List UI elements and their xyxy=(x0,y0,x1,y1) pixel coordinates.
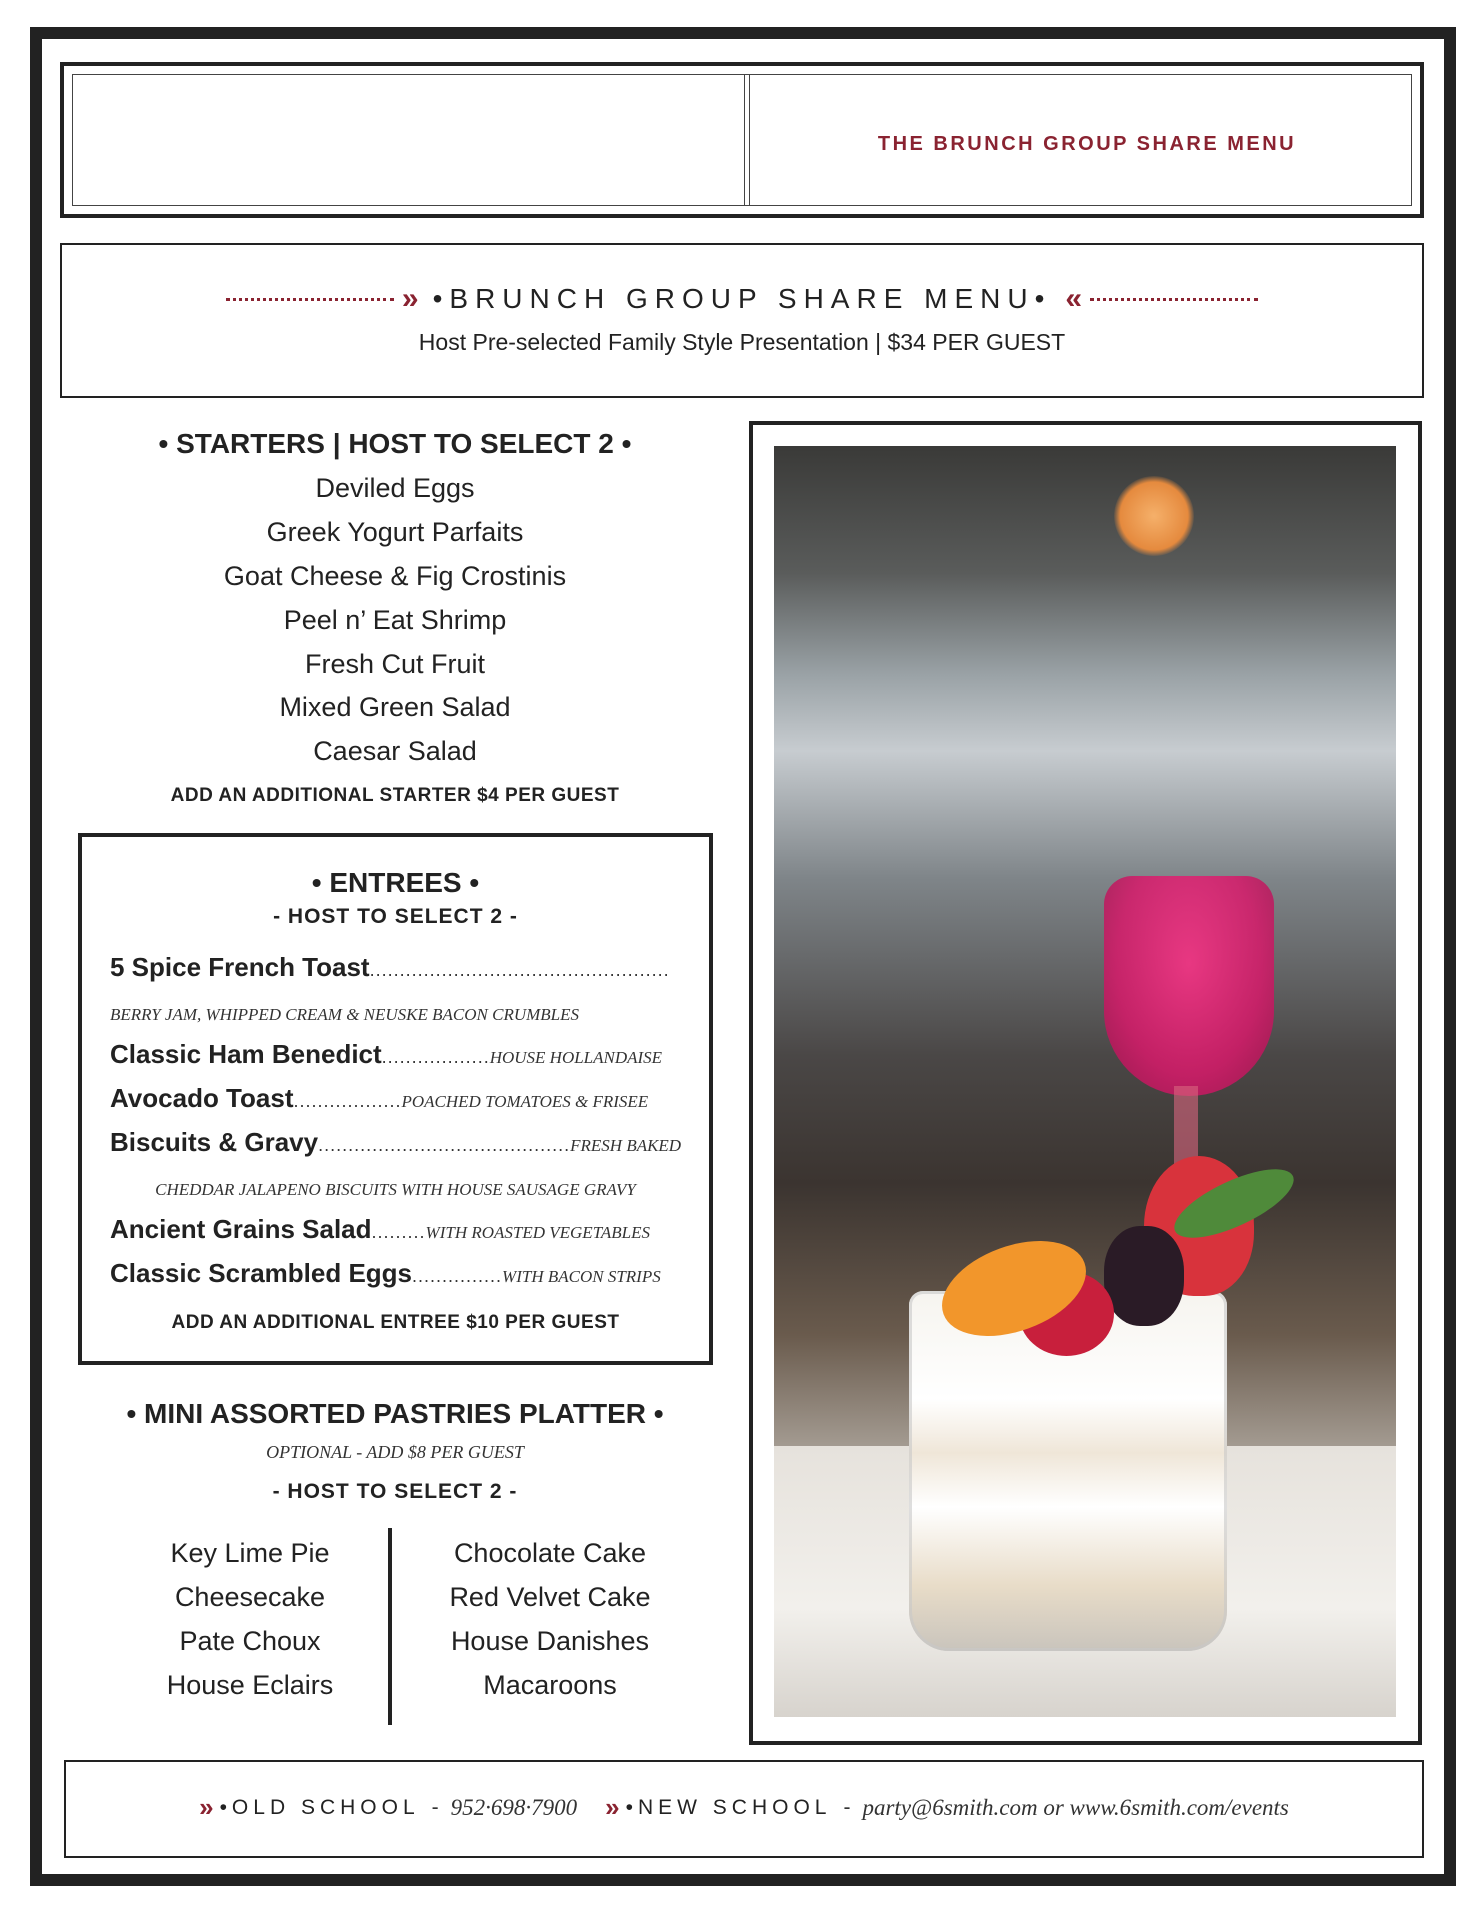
new-school-label: •NEW SCHOOL xyxy=(625,1795,832,1819)
pastry-column-divider xyxy=(388,1528,392,1725)
entree-dots: .................. xyxy=(293,1091,402,1111)
menu-title-box xyxy=(60,243,1424,398)
header-title: THE BRUNCH GROUP SHARE MENU xyxy=(877,133,1297,155)
chevron-right-icon: » xyxy=(401,282,419,315)
pastries-heading: • MINI ASSORTED PASTRIES PLATTER • xyxy=(126,1398,664,1429)
entree-item xyxy=(110,1039,685,1070)
dotted-rule-right xyxy=(1090,298,1258,301)
starters-addon: ADD AN ADDITIONAL STARTER $4 PER GUEST xyxy=(170,785,620,806)
pastry-item: House Eclairs xyxy=(166,1670,334,1700)
chevron-right-icon: » xyxy=(199,1792,214,1822)
entree-description: WITH ROASTED VEGETABLES xyxy=(425,1223,650,1242)
header-banner xyxy=(60,62,1424,218)
entree-name: Ancient Grains Salad xyxy=(110,1214,372,1244)
pastries-subheading: - HOST TO SELECT 2 - xyxy=(272,1480,518,1503)
separator-dash: - xyxy=(843,1795,851,1819)
pastry-item: Macaroons xyxy=(483,1670,617,1700)
separator-dash: - xyxy=(431,1795,439,1819)
pink-drink xyxy=(1104,876,1274,1096)
entree-dots: ......... xyxy=(371,1222,426,1242)
starter-item: Goat Cheese & Fig Crostinis xyxy=(223,561,567,591)
entree-item xyxy=(110,1127,685,1158)
entree-dots: ............... xyxy=(412,1266,503,1286)
starter-item: Mixed Green Salad xyxy=(279,692,511,722)
entrees-box xyxy=(78,833,713,1365)
entree-description: FRESH BAKED xyxy=(570,1136,682,1155)
entree-name: Classic Ham Benedict xyxy=(110,1039,382,1069)
menu-subtitle: Host Pre-selected Family Style Presentation | $34 PER GUEST xyxy=(418,329,1066,355)
parfait-photo xyxy=(774,446,1396,1717)
entree-subtext: CHEDDAR JALAPENO BISCUITS WITH HOUSE SAUSAGE GRAVY xyxy=(155,1180,636,1199)
header-divider-2 xyxy=(749,75,750,205)
entrees-subheading: - HOST TO SELECT 2 - xyxy=(273,905,518,928)
blackberry xyxy=(1104,1226,1184,1326)
pastries-optional: OPTIONAL - ADD $8 PER GUEST xyxy=(266,1442,524,1462)
entree-description: HOUSE HOLLANDAISE xyxy=(489,1048,663,1067)
entree-name: 5 Spice French Toast xyxy=(110,952,370,982)
phone-number[interactable]: 952·698·7900 xyxy=(450,1794,578,1820)
entrees-addon: ADD AN ADDITIONAL ENTREE $10 PER GUEST xyxy=(171,1312,620,1333)
entree-subtext: BERRY JAM, WHIPPED CREAM & NEUSKE BACON CRUMBLES xyxy=(110,1005,580,1024)
entrees-heading: • ENTREES • xyxy=(311,867,480,898)
pastry-item: Red Velvet Cake xyxy=(449,1582,651,1612)
starter-item: Greek Yogurt Parfaits xyxy=(266,517,524,547)
entree-dots: .................. xyxy=(381,1047,490,1067)
entree-item xyxy=(110,1214,685,1245)
footer-contact-box xyxy=(64,1760,1424,1858)
entree-name: Avocado Toast xyxy=(110,1083,294,1113)
pastry-item: Key Lime Pie xyxy=(170,1538,330,1568)
menu-title: •BRUNCH GROUP SHARE MENU• xyxy=(432,283,1052,314)
header-divider xyxy=(744,75,745,205)
starters-heading: • STARTERS | HOST TO SELECT 2 • xyxy=(158,428,632,459)
pastry-item: Cheesecake xyxy=(174,1582,326,1612)
pastry-item: Pate Choux xyxy=(179,1626,321,1656)
entree-item xyxy=(110,1258,685,1289)
footer-row xyxy=(66,1792,1422,1823)
entree-dots: .................................................. xyxy=(369,960,670,980)
contact-email-link[interactable]: party@6smith.com or www.6smith.com/events xyxy=(862,1794,1289,1820)
entree-name: Classic Scrambled Eggs xyxy=(110,1258,413,1288)
starter-item: Fresh Cut Fruit xyxy=(304,649,486,679)
menu-title-row xyxy=(62,283,1422,315)
entree-item xyxy=(110,1083,685,1114)
entree-item xyxy=(110,952,685,983)
dotted-rule-left xyxy=(226,298,394,301)
pastry-item: House Danishes xyxy=(450,1626,650,1656)
chevron-right-icon: » xyxy=(605,1792,620,1822)
pastry-item: Chocolate Cake xyxy=(453,1538,647,1568)
entree-description: POACHED TOMATOES & FRISEE xyxy=(401,1092,649,1111)
entree-dots: .......................................... xyxy=(318,1135,571,1155)
entree-description: WITH BACON STRIPS xyxy=(502,1267,661,1286)
starter-item: Deviled Eggs xyxy=(315,473,475,503)
chevron-left-icon: « xyxy=(1065,282,1083,315)
entree-name: Biscuits & Gravy xyxy=(110,1127,319,1157)
header-inner-border xyxy=(72,74,1412,206)
old-school-label: •OLD SCHOOL xyxy=(219,1795,420,1819)
starter-item: Caesar Salad xyxy=(313,736,477,766)
bokeh-light xyxy=(1114,476,1194,556)
starter-item: Peel n’ Eat Shrimp xyxy=(283,605,507,635)
